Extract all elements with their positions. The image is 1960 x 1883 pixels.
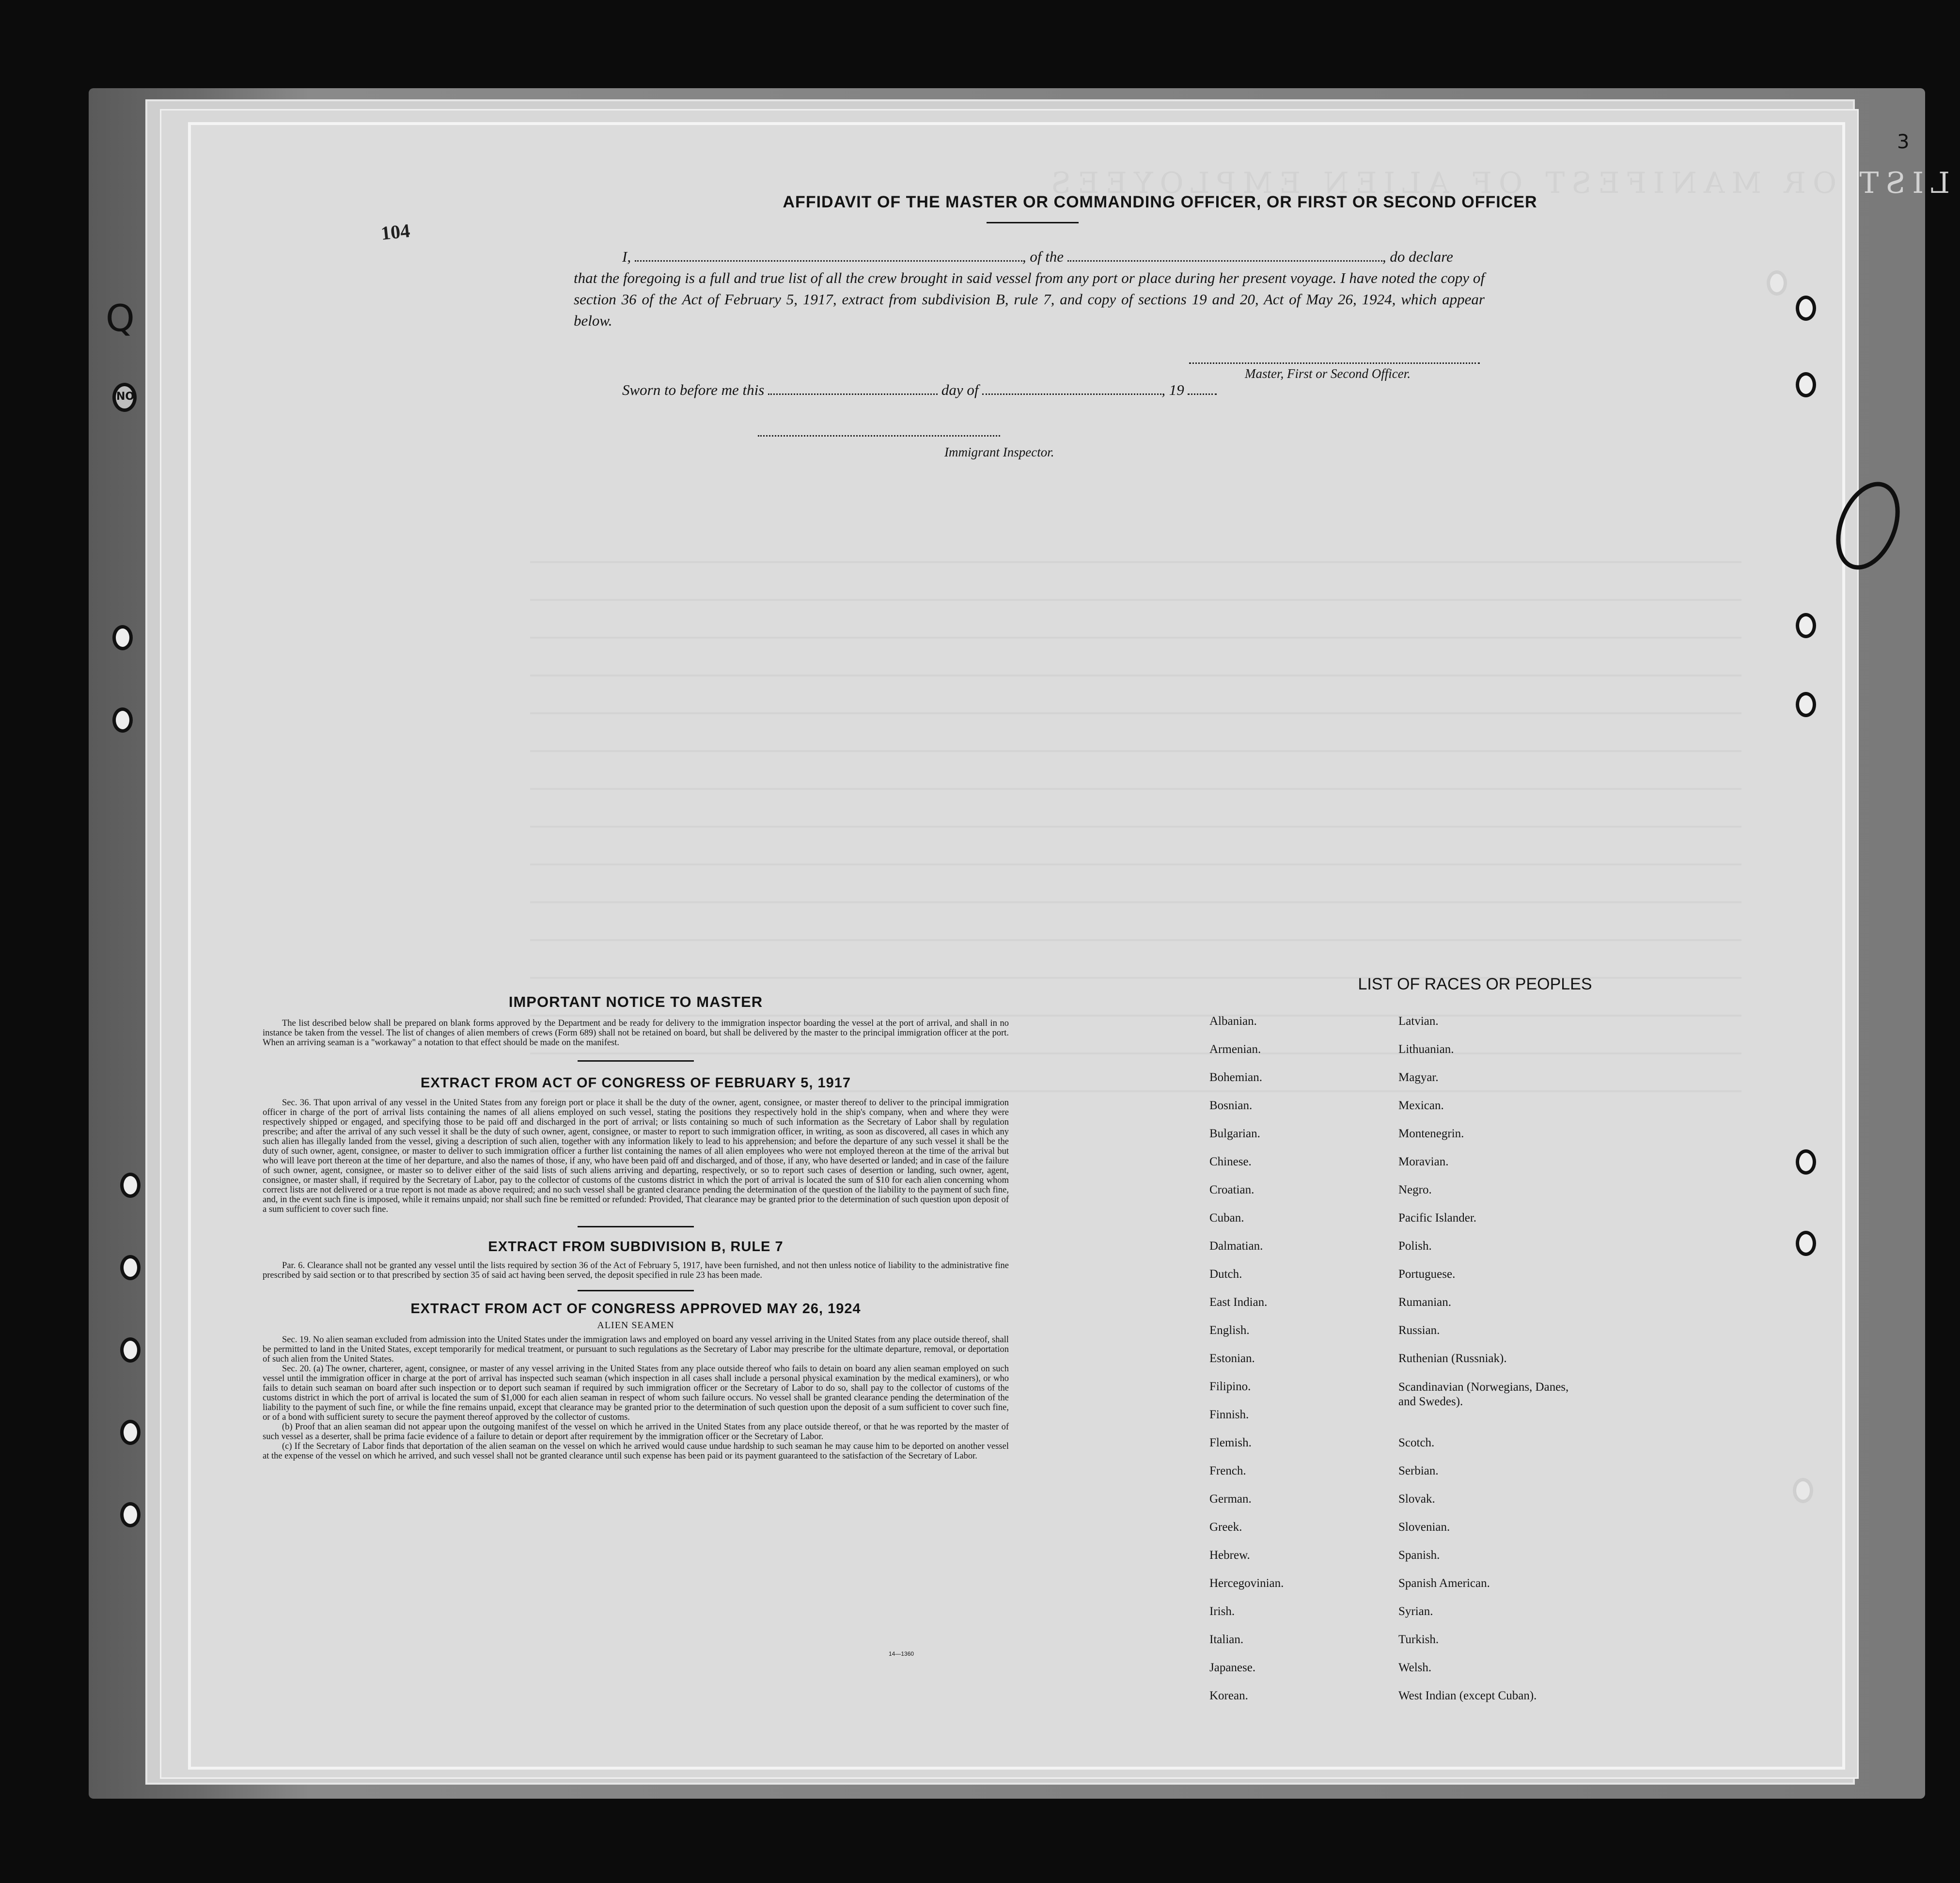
sworn-day-of: day of [941,381,979,398]
inspector-label: Immigrant Inspector. [944,445,1054,459]
handwritten-mark-3: 3 [1897,131,1910,153]
race-item: Estonian. [1209,1352,1255,1365]
handwritten-number: 104 [379,219,411,245]
race-item: Slovak. [1398,1492,1435,1506]
rule7-body [263,1261,1009,1280]
extract-1917-body [263,1098,1009,1214]
alien-seamen-subtitle: ALIEN SEAMEN [597,1320,674,1331]
title-rule [987,222,1079,223]
extract-1917-paragraph: Sec. 36. That upon arrival of any vessel in the United States from any foreign port or place it shall be the duty of the owner, agent, consignee, or master thereof to deliver to the principal immigration officer in charge of the port of arrival lists containing the names of all aliens employed on such vessel, stating the positions they respectively hold in the ship's company, when and where they were respectively shipped or engaged, and specifying those to be paid off and discharged in the port of arrival; or lists containing so much of such information as the Secretary of Labor shall by regulation prescribe; and after the arrival of any such vessel it shall be the duty of such owner, agent, consignee, or master to report to such immigration officer, in writing, as soon as discovered, all cases in which any such alien has illegally landed from the vessel, giving a description of such alien, together with any information likely to lead to his apprehension; and before the departure of any such vessel it shall be the duty of such owner, agent, consignee, or master to deliver to such immigration officer a further list containing the names of all alien employees who were not employed thereon at the time of the arrival but who will leave port thereon at the time of her departure, and also the names of those, if any, who have been paid off and discharged, and of those, if any, who have deserted or landed; and in case of the failure of such owner, agent, consignee, or master so to deliver either of the said lists of such aliens arriving and departing, respectively, or so to report such cases of desertion or landing, such owner, agent, consignee, or master shall, if required by the Secretary of Labor, pay to the collector of customs of the customs district in which the port of arrival is located the sum of $10 for each alien concerning whom correct lists are not delivered or a true report is not made as above required; and no such vessel shall be granted clearance pending the determination of the question of the liability to the payment of such fine, and, in the event such fine is imposed, while it remains unpaid; nor shall such fine be remitted or refunded: Provided, That clearance may be granted prior to the determination of such question upon deposit of a sum sufficient to cover such fine. [263,1098,1009,1214]
race-item: French. [1209,1464,1246,1477]
handwritten-mark-q: Q [106,297,135,340]
affidavit-body: that the foregoing is a full and true list of all the crew brought in said vessel from any port or place during her present voyage. I have noted the copy of section 36 of the Act of February 5, 1917, extract from subdivision B, rule 7, and copy of sections 19 and 20, Act of May 26, 1924, which appear below. [574,269,1485,329]
race-item: Hebrew. [1209,1549,1250,1562]
race-item: Chinese. [1209,1155,1252,1168]
race-item: East Indian. [1209,1296,1268,1309]
binder-hole [1796,372,1816,397]
sworn-year: , 19 [1161,381,1184,398]
sec20c-paragraph: (c) If the Secretary of Labor finds that deportation of the alien seaman on the vessel on which he arrived would cause undue hardship to such seaman he may cause him to be deported on another vessel at the expense of the vessel on which he arrived, and such vessel shall not be granted clearance until such expense has been paid or its payment guaranteed to the satisfaction of the Secretary of Labor. [263,1442,1009,1461]
races-title: LIST OF RACES OR PEOPLES [1358,975,1592,993]
notice-section [263,993,1009,1461]
race-item: Serbian. [1398,1464,1439,1477]
binder-hole [120,1337,141,1363]
sworn-prefix: Sworn to before me this [622,381,765,398]
handwritten-oval-mark [1829,477,1912,574]
race-item: Lithuanian. [1398,1043,1454,1056]
race-item: Welsh. [1398,1661,1432,1674]
notice-title: IMPORTANT NOTICE TO MASTER [508,993,763,1010]
races-right-column [1398,1015,1583,1717]
race-item: Pacific Islander. [1398,1211,1477,1224]
affidavit-of-the: , of the [1022,248,1064,265]
margin-mark-no: NO [116,391,135,403]
race-item: Korean. [1209,1689,1248,1702]
binder-hole [1796,1231,1816,1256]
binder-hole [120,1173,141,1198]
binder-hole [1796,1149,1816,1175]
binder-hole [120,1255,141,1280]
race-item: Dutch. [1209,1268,1242,1281]
name-blank[interactable] [635,248,1022,262]
sworn-statement [622,381,1217,399]
race-item: Turkish. [1398,1633,1439,1646]
race-item: Cuban. [1209,1211,1244,1224]
binder-hole [120,1420,141,1445]
section-rule [578,1290,694,1291]
race-item: West Indian (except Cuban). [1398,1689,1537,1702]
race-item: Syrian. [1398,1605,1433,1618]
race-item: Polish. [1398,1240,1432,1253]
binder-hole [112,625,133,650]
section-rule [578,1060,694,1062]
affidavit-text [574,246,1485,331]
rule7-title: EXTRACT FROM SUBDIVISION B, RULE 7 [488,1239,784,1255]
race-item: Slovenian. [1398,1521,1450,1534]
extract-1924-body [263,1335,1009,1461]
race-item: Montenegrin. [1398,1127,1464,1140]
race-item: Scotch. [1398,1436,1435,1449]
binder-hole [1793,1478,1813,1503]
sec20b-paragraph: (b) Proof that an alien seaman did not appear upon the outgoing manifest of the vessel on which he arrived in the United States from any place outside thereof, or that he was reported by the master of such vessel as a deserter, shall be prima facie evidence of a failure to detain or deport after requirement by the immigration officer or the Secretary of Labor. [263,1422,1009,1442]
race-item: Finnish. [1209,1408,1249,1421]
race-item: Armenian. [1209,1043,1261,1056]
race-item: Rumanian. [1398,1296,1452,1309]
rule7-paragraph: Par. 6. Clearance shall not be granted any vessel until the lists required by section 36 of the Act of February 5, 1917, have been furnished, and not then unless notice of liability to the administrative fine prescribed by said section or to that prescribed by section 35 of said act having been served, the deposit specified in rule 23 has been made. [263,1261,1009,1280]
race-item: Spanish. [1398,1549,1440,1562]
vessel-blank[interactable] [1067,248,1382,262]
sworn-month-blank[interactable] [982,381,1161,395]
affidavit-do-declare: , do declare [1382,248,1453,265]
race-item: Scandinavian (Norwegians, Danes, and Swedes). [1398,1381,1569,1408]
race-item: Albanian. [1209,1015,1257,1028]
bleed-through-heading: LIST OR MANIFEST OF ALIEN EMPLOYEES [1044,166,1950,200]
binder-hole [120,1502,141,1527]
race-item: Greek. [1209,1521,1242,1534]
master-signature-label: Master, First or Second Officer. [1245,366,1411,381]
sec19-paragraph: Sec. 19. No alien seaman excluded from admission into the United States under the immigration laws and employed on board any vessel arriving in the United States from any place outside thereof, shall be permitted to land in the United States, except temporarily for medical treatment, or pursuant to such regulations as the Secretary of Labor may prescribe for the ultimate departure, removal, or deportation of such alien from the United States. [263,1335,1009,1364]
race-item: Croatian. [1209,1183,1254,1196]
binder-hole [1796,692,1816,717]
race-item: Ruthenian (Russniak). [1398,1352,1507,1365]
sworn-day-blank[interactable] [768,381,938,395]
master-signature-line[interactable] [1189,362,1480,364]
race-item: Latvian. [1398,1015,1439,1028]
race-item: Flemish. [1209,1436,1252,1449]
race-item: English. [1209,1324,1250,1337]
affidavit-title: AFFIDAVIT OF THE MASTER OR COMMANDING OFFICER, OR FIRST OR SECOND OFFICER [783,193,1537,211]
race-item: Japanese. [1209,1661,1256,1674]
race-item: Spanish American. [1398,1577,1490,1590]
binder-hole [1767,270,1787,296]
affidavit-i: I, [622,248,631,265]
notice-body [263,1019,1009,1048]
form-number: 14—1360 [889,1650,914,1657]
race-item: Italian. [1209,1633,1244,1646]
extract-1924-title: EXTRACT FROM ACT OF CONGRESS APPROVED MAY 26, 1924 [410,1301,861,1317]
race-item: Bohemian. [1209,1071,1263,1084]
extract-1917-title: EXTRACT FROM ACT OF CONGRESS OF FEBRUARY 5, 1917 [420,1075,851,1091]
notice-paragraph: The list described below shall be prepared on blank forms approved by the Department and be ready for delivery to the immigration inspector boarding the vessel at the port of arrival, and shall in no instance be taken from the vessel. The list of changes of alien members of crews (Form 689) shall not be retained on board, but shall be delivered by the master to the principal immigration officer at the port. When an arriving seaman is a "workaway" a notation to that effect should be made on the manifest. [263,1019,1009,1048]
sec20a-paragraph: Sec. 20. (a) The owner, charterer, agent, consignee, or master of any vessel arriving in the United States from any place outside thereof who fails to detain on board any alien seaman employed on such vessel until the immigration officer in charge at the port of arrival has inspected such seaman (which inspection in all cases shall include a personal physical examination by the medical examiners), or who fails to detain such seaman on board after such inspection or to deport such seaman if required by such immigration officer or the Secretary of Labor to do so, shall pay to the collector of customs of the customs district in which the port of arrival is located the sum of $1,000 for each alien seaman in respect of whom such failure occurs. No vessel shall be granted clearance pending the determination of the liability to the payment of such fine, or while the fine remains unpaid, except that clearance may be granted prior to the determination of such question upon the deposit of a sum sufficient to cover such fine, or of a bond with sufficient surety to secure the payment thereof approved by the collector of customs. [263,1364,1009,1422]
race-item: Bulgarian. [1209,1127,1260,1140]
race-item: Magyar. [1398,1071,1439,1084]
race-item: Mexican. [1398,1099,1444,1112]
binder-hole [1796,296,1816,321]
race-item: Hercegovinian. [1209,1577,1284,1590]
section-rule [578,1226,694,1227]
races-left-column [1209,1015,1284,1717]
binder-hole [1796,613,1816,638]
race-item: Moravian. [1398,1155,1449,1168]
race-item: Portuguese. [1398,1268,1456,1281]
inspector-signature-line[interactable] [758,435,1000,437]
crew-list-page [188,122,1950,1770]
race-item: Bosnian. [1209,1099,1253,1112]
race-item: Filipino. [1209,1380,1251,1393]
race-item: Irish. [1209,1605,1235,1618]
race-item: Negro. [1398,1183,1432,1196]
binder-hole [112,707,133,733]
race-item: German. [1209,1492,1252,1506]
race-item: Russian. [1398,1324,1440,1337]
race-item: Dalmatian. [1209,1240,1263,1253]
sworn-year-blank[interactable] [1188,381,1217,395]
